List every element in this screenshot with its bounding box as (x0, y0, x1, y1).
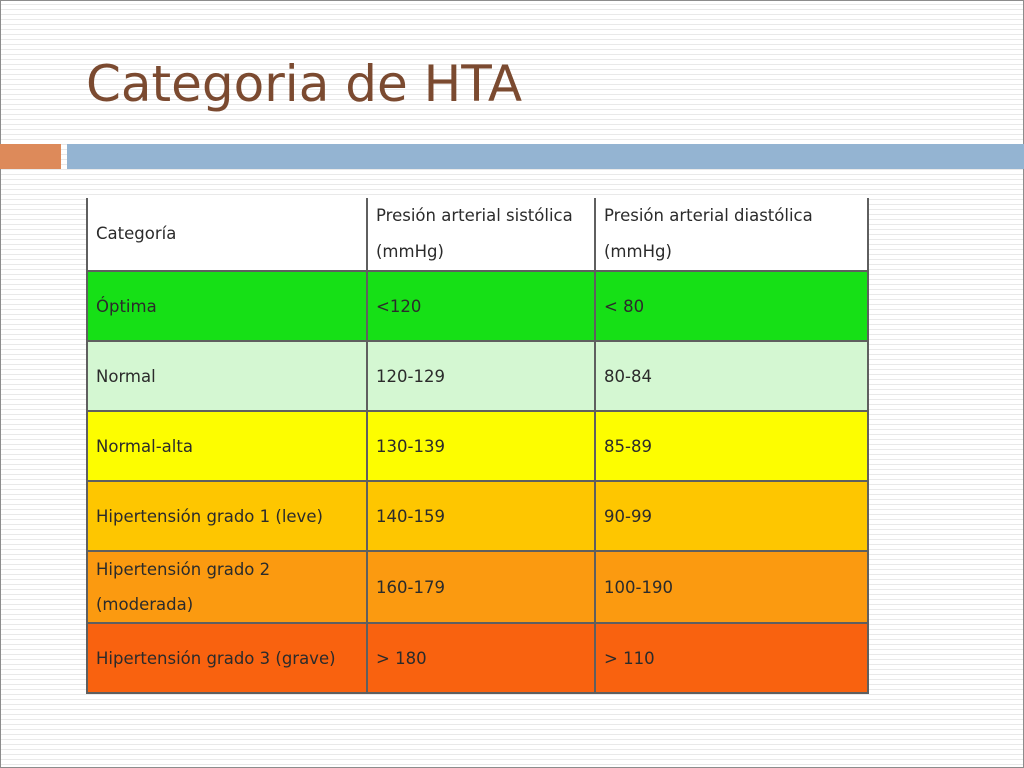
table-row (87, 551, 868, 623)
diastolic-cell: < 80 (595, 271, 868, 341)
table-row (87, 341, 868, 411)
table-row (87, 481, 868, 551)
diastolic-cell: 80-84 (595, 341, 868, 411)
hta-category-table (86, 198, 869, 694)
title-accent-orange-bar (0, 144, 61, 169)
table-row (87, 271, 868, 341)
category-cell: Óptima (87, 271, 367, 341)
diastolic-cell: 85-89 (595, 411, 868, 481)
header-diastolic: Presión arterial diastólica (mmHg) (595, 198, 868, 271)
category-cell: Hipertensión grado 2 (moderada) (87, 551, 367, 623)
slide-title: Categoria de HTA (86, 55, 523, 113)
systolic-cell: 160-179 (367, 551, 595, 623)
category-cell: Normal-alta (87, 411, 367, 481)
systolic-cell: 120-129 (367, 341, 595, 411)
diastolic-cell: > 110 (595, 623, 868, 693)
systolic-cell: 140-159 (367, 481, 595, 551)
category-cell: Normal (87, 341, 367, 411)
category-cell: Hipertensión grado 3 (grave) (87, 623, 367, 693)
systolic-cell: 130-139 (367, 411, 595, 481)
table-header-row (87, 198, 868, 271)
diastolic-cell: 90-99 (595, 481, 868, 551)
header-systolic: Presión arterial sistólica (mmHg) (367, 198, 595, 271)
diastolic-cell: 100-190 (595, 551, 868, 623)
systolic-cell: > 180 (367, 623, 595, 693)
table-row (87, 623, 868, 693)
category-cell: Hipertensión grado 1 (leve) (87, 481, 367, 551)
title-accent-blue-bar (67, 144, 1024, 169)
table-row (87, 411, 868, 481)
systolic-cell: <120 (367, 271, 595, 341)
header-category: Categoría (87, 198, 367, 271)
